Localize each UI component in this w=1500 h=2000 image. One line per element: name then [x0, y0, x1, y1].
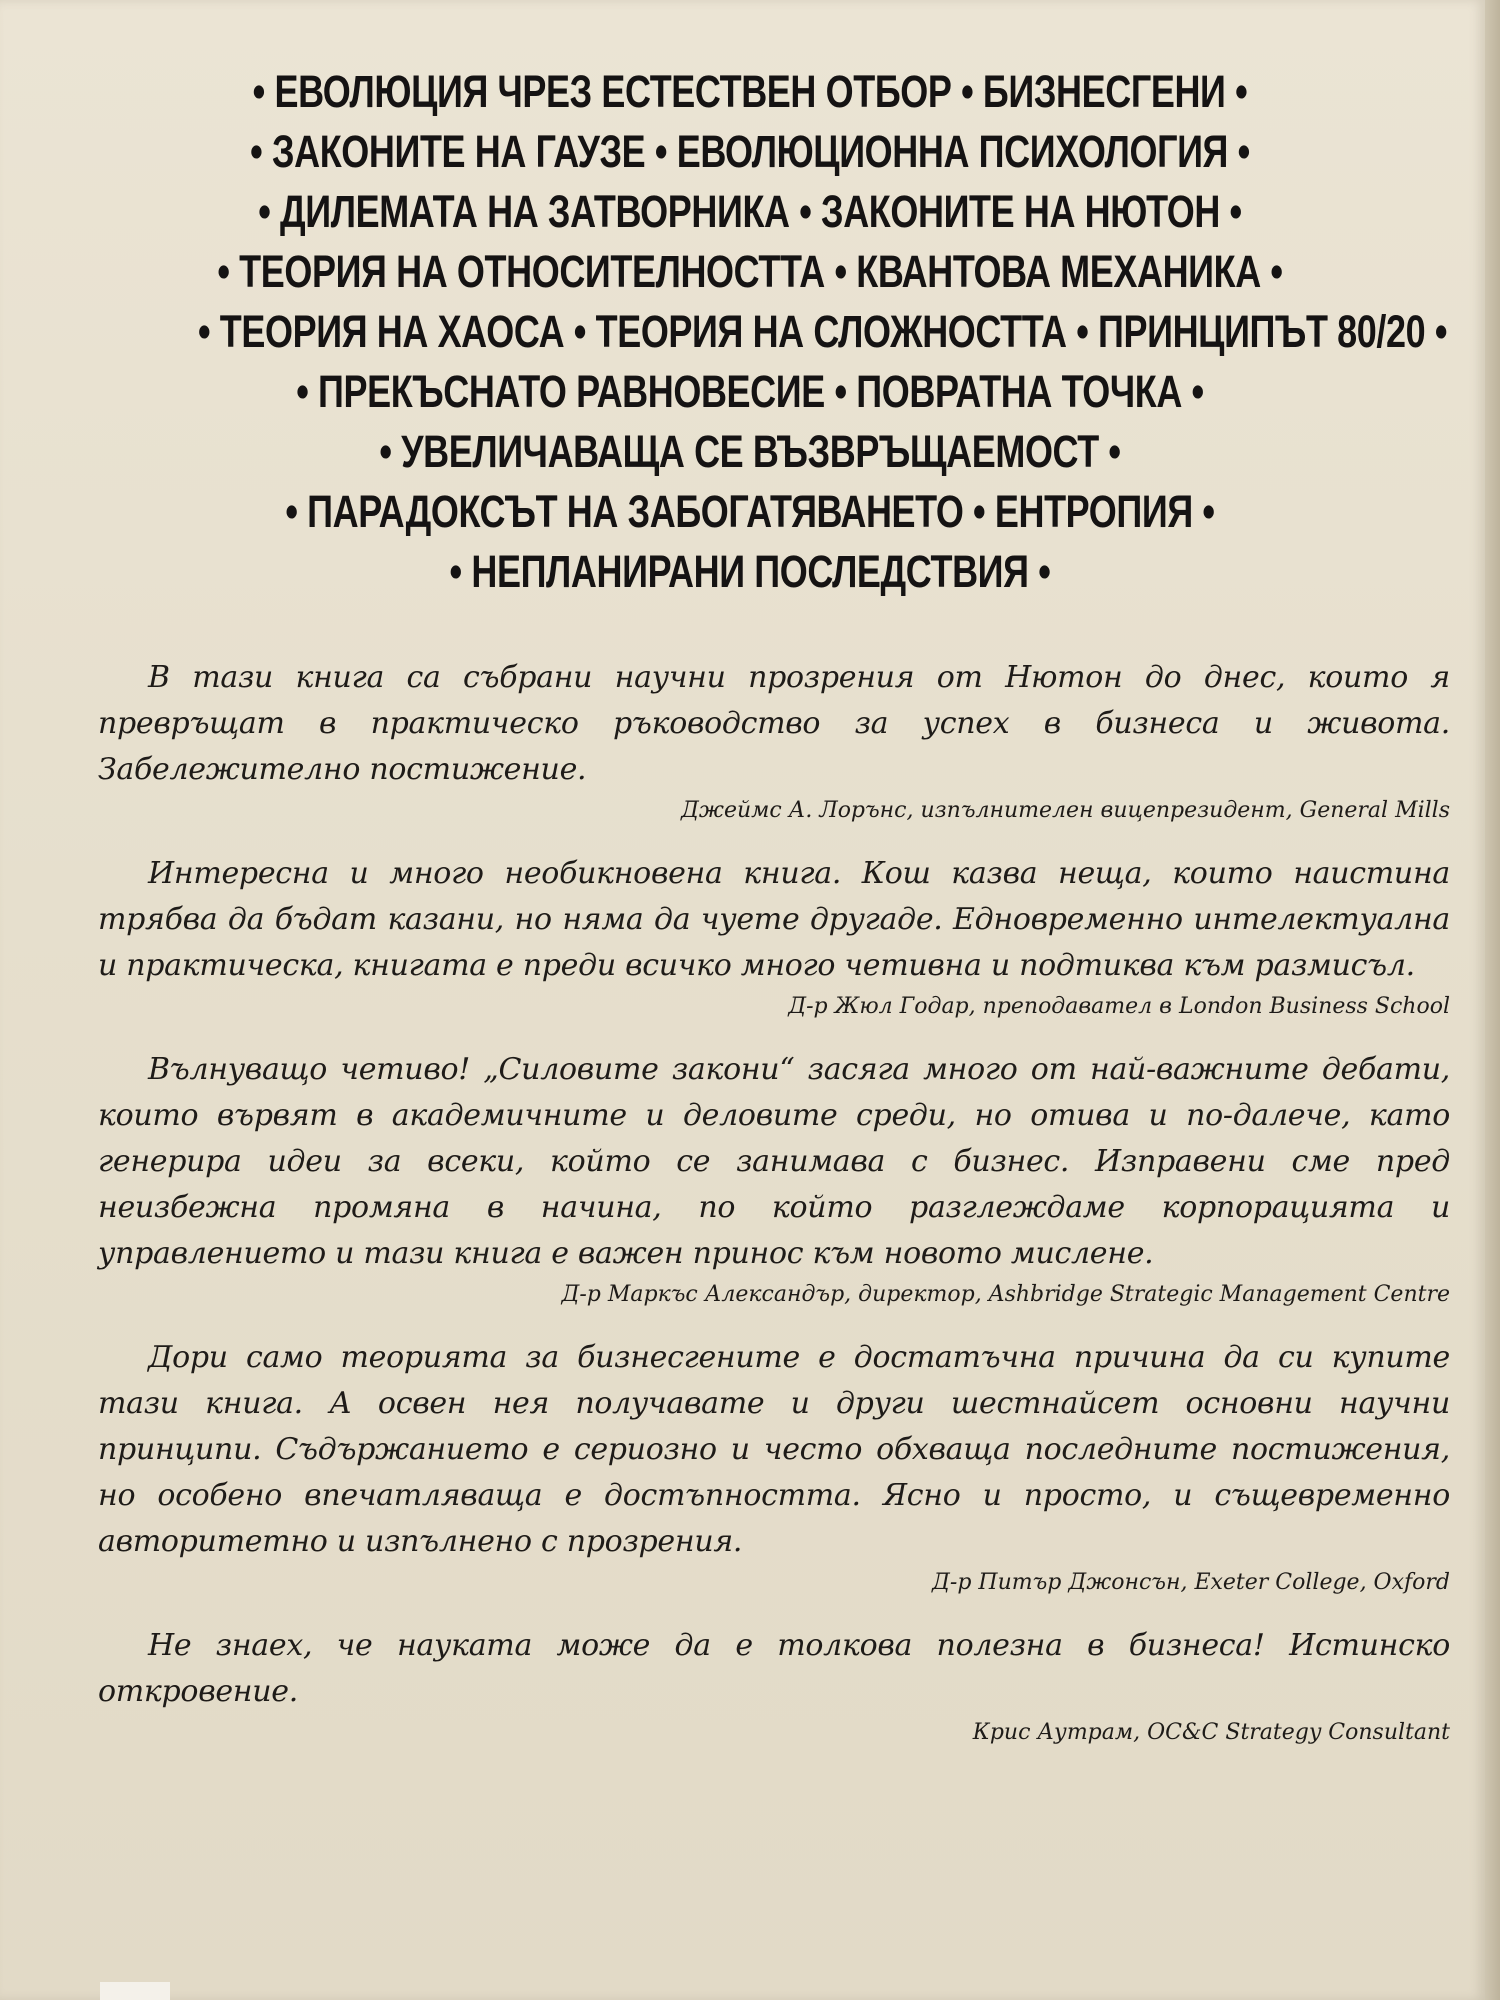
topic-line: • НЕПЛАНИРАНИ ПОСЛЕДСТВИЯ •	[449, 546, 1051, 597]
testimonials	[98, 655, 1450, 1773]
testimonial-text: В тази книга са събрани научни прозрения от Нютон до днес, които я превръщат в практическо ръководство за успех в бизнеса и живота. Забележително постижение.	[98, 660, 1450, 787]
testimonial	[98, 851, 1450, 1023]
testimonial-author: Д-р Жюл Годар, преподавател в London Business School	[788, 994, 1450, 1019]
topics-list	[60, 62, 1448, 602]
testimonial-author: Джеймс А. Лорънс, изпълнителен вицепрезидент, General Mills	[681, 798, 1450, 823]
testimonial	[98, 1335, 1450, 1599]
topic-line: • ТЕОРИЯ НА ОТНОСИТЕЛНОСТТА • КВАНТОВА МЕХАНИКА •	[217, 246, 1283, 297]
topic-line: • ПАРАДОКСЪТ НА ЗАБОГАТЯВАНЕТО • ЕНТРОПИЯ •	[285, 486, 1215, 537]
testimonial	[98, 655, 1450, 827]
testimonial-text: Дори само теорията за бизнесгените е достатъчна причина да си купите тази книга. А освен нея получавате и други шестнайсет основни научни принципи. Съдържанието е сериозно и често обхваща последните постижения, но особено впечатляваща е достъпността. Ясно и просто, и същевременно авторитетно и изпълнено с прозрения.	[98, 1340, 1450, 1559]
testimonial-text: Интересна и много необикновена книга. Кош казва неща, които наистина трябва да бъдат казани, но няма да чуете другаде. Едновременно интелектуална и практическа, книгата е преди всичко много четивна и подтиква към размисъл.	[98, 856, 1450, 983]
topic-line: • ПРЕКЪСНАТО РАВНОВЕСИЕ • ПОВРАТНА ТОЧКА •	[296, 366, 1204, 417]
testimonial	[98, 1047, 1450, 1311]
testimonial-author: Д-р Маркъс Александър, директор, Ashbridge Strategic Management Centre	[561, 1282, 1450, 1307]
topic-line: • УВЕЛИЧАВАЩА СЕ ВЪЗВРЪЩАЕМОСТ •	[379, 426, 1121, 477]
topic-line: • ЗАКОНИТЕ НА ГАУЗЕ • ЕВОЛЮЦИОННА ПСИХОЛОГИЯ •	[250, 126, 1250, 177]
page-corner-tab	[100, 1982, 170, 2000]
book-spine-edge	[1485, 0, 1500, 2000]
testimonial-text: Не знаех, че науката може да е толкова полезна в бизнеса! Истинско откровение.	[98, 1628, 1450, 1709]
testimonial	[98, 1623, 1450, 1749]
testimonial-author: Д-р Питър Джонсън, Exeter College, Oxford	[932, 1570, 1450, 1595]
testimonial-author: Крис Аутрам, OC&C Strategy Consultant	[972, 1720, 1450, 1745]
topic-line: • ТЕОРИЯ НА ХАОСА • ТЕОРИЯ НА СЛОЖНОСТТА • ПРИНЦИПЪТ 80/20 •	[198, 306, 1448, 357]
testimonial-text: Вълнуващо четиво! „Силовите закони“ засяга много от най-важните дебати, които вървят в академичните и деловите среди, но отива и по-далече, като генерира идеи за всеки, който се занимава с бизнес. Изправени сме пред неизбежна промяна в начина, по който разглеждаме корпорацията и управлението и тази книга е важен принос към новото мислене.	[98, 1052, 1450, 1271]
topic-line: • ДИЛЕМАТА НА ЗАТВОРНИКА • ЗАКОНИТЕ НА НЮТОН •	[258, 186, 1242, 237]
topic-line: • ЕВОЛЮЦИЯ ЧРЕЗ ЕСТЕСТВЕН ОТБОР • БИЗНЕСГЕНИ •	[252, 66, 1248, 117]
